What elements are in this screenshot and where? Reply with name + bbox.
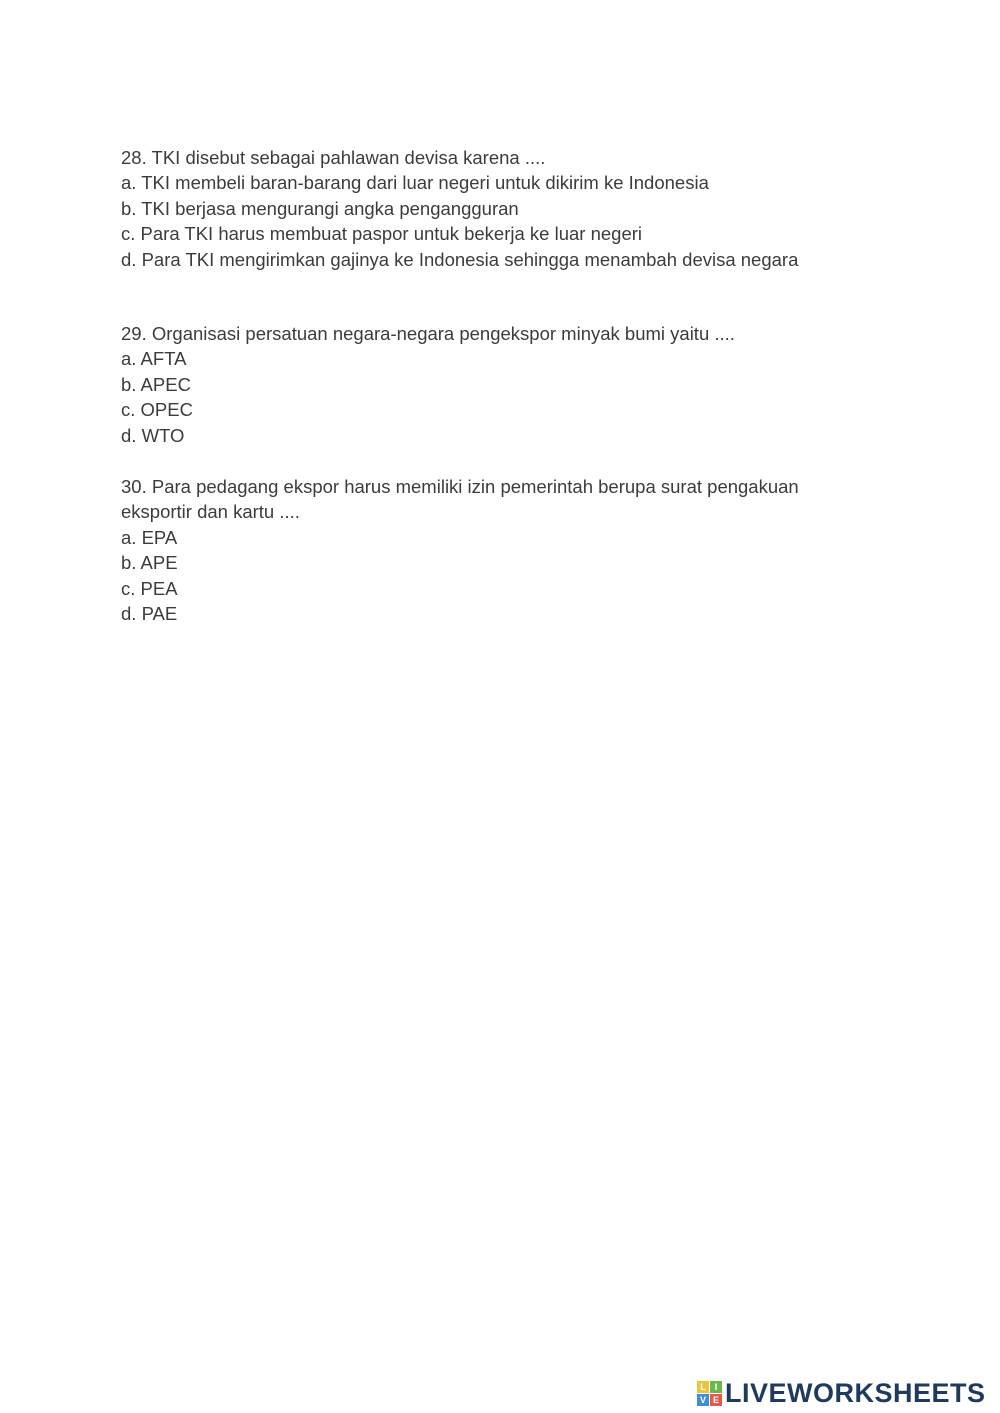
answer-option-a: a. AFTA [121,348,187,370]
logo-mark-l: L [697,1381,709,1393]
logo-mark-e: E [710,1394,722,1406]
question-stem: 29. Organisasi persatuan negara-negara pengekspor minyak bumi yaitu .... [121,323,735,344]
liveworksheets-logo-icon [697,1381,722,1406]
liveworksheets-logo [697,1377,986,1409]
question-stem-line-2: eksportir dan kartu .... [121,501,300,523]
answer-option-b: b. APE [121,552,178,574]
question-stem: 28. TKI disebut sebagai pahlawan devisa karena .... [121,147,546,168]
answer-option-d: d. PAE [121,603,178,625]
logo-text: LIVEWORKSHEETS [725,1378,986,1408]
answer-option-c: c. OPEC [121,399,193,421]
question-28 [121,145,851,272]
questions-area [121,145,851,625]
answer-option-d: d. WTO [121,424,185,446]
answer-option-a: a. TKI membeli baran-barang dari luar negeri untuk dikirim ke Indonesia [121,172,709,194]
question-stem-line-1: 30. Para pedagang ekspor harus memiliki izin pemerintah berupa surat pengakuan [121,476,799,497]
answer-option-c: c. PEA [121,577,178,599]
answer-option-d: d. Para TKI mengirimkan gajinya ke Indonesia sehingga menambah devisa negara [121,248,799,270]
answer-option-c: c. Para TKI harus membuat paspor untuk bekerja ke luar negeri [121,223,643,245]
question-30 [121,474,799,626]
answer-option-b: b. APEC [121,373,191,395]
answer-option-b: b. TKI berjasa mengurangi angka pengangguran [121,197,519,219]
answer-option-a: a. EPA [121,526,178,548]
logo-mark-v: V [697,1394,709,1406]
question-29 [121,321,735,448]
logo-mark-i: I [710,1381,722,1393]
